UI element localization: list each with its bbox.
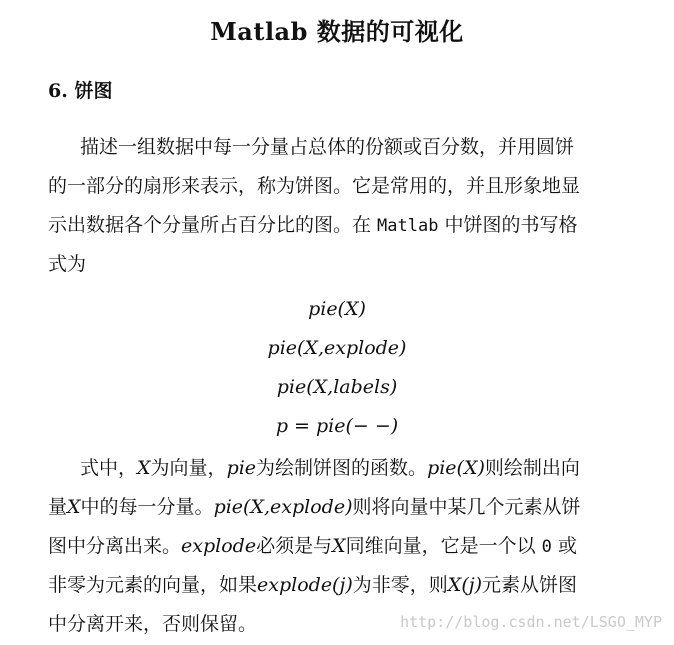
formula-pie-x-labels: pie(X,labels) xyxy=(276,376,398,398)
intro-paragraph xyxy=(48,128,638,284)
explanation-line-1 xyxy=(48,449,638,488)
matlab-code-text: Matlab xyxy=(377,216,439,236)
expl-l2-a: 量 xyxy=(48,496,68,518)
math-x: X xyxy=(137,457,151,479)
section-heading: 6. 饼图 xyxy=(48,80,113,102)
intro-line-3-post: 中饼图的书写格 xyxy=(438,214,578,236)
formula-pie-x: pie(X) xyxy=(308,298,366,320)
intro-line-1: 描述一组数据中每一分量占总体的份额或百分数，并用圆饼 xyxy=(80,136,575,158)
explanation-line-2 xyxy=(48,488,638,527)
explanation-line-5: 中分离开来，否则保留。 xyxy=(48,613,258,635)
watermark: http://blog.csdn.net/LSGO_MYP xyxy=(400,613,662,631)
expl-l1-c: 为绘制饼图的函数。 xyxy=(256,457,428,479)
page-title: Matlab 数据的可视化 xyxy=(210,17,464,46)
expl-l1-a: 式中， xyxy=(80,457,138,479)
expl-l1-d: 则绘制出向 xyxy=(484,457,580,479)
explanation-line-3 xyxy=(48,527,638,566)
math-explode: explode xyxy=(181,535,257,557)
math-x-j: X(j) xyxy=(447,574,483,596)
math-x: X xyxy=(67,496,81,518)
expl-l4-a: 非零为元素的向量，如果 xyxy=(48,574,258,596)
math-x: X xyxy=(332,535,346,557)
formula-pie-x-explode: pie(X,explode) xyxy=(267,337,407,359)
expl-l3-c: 同维向量，它是一个以 xyxy=(345,535,542,557)
formula-p-equals-pie: p = pie(− −) xyxy=(275,415,399,437)
expl-l3-a: 图中分离出来。 xyxy=(48,535,182,557)
expl-l3-b: 必须是与 xyxy=(256,535,333,557)
expl-l3-d: 或 xyxy=(551,535,577,557)
expl-l2-b: 中的每一分量。 xyxy=(80,496,214,518)
zero-code-text: 0 xyxy=(541,537,552,557)
intro-line-2: 的一部分的扇形来表示，称为饼图。它是常用的，并且形象地显 xyxy=(48,175,581,197)
intro-line-4: 式为 xyxy=(48,253,87,275)
formula-block xyxy=(0,290,674,446)
math-explode-j: explode(j) xyxy=(257,574,353,596)
math-pie-x-explode: pie(X,explode) xyxy=(213,496,353,518)
math-pie-x: pie(X) xyxy=(427,457,485,479)
expl-l1-b: 为向量， xyxy=(150,457,227,479)
expl-l2-c: 则将向量中某几个元素从饼 xyxy=(352,496,581,518)
expl-l4-c: 元素从饼图 xyxy=(482,574,578,596)
explanation-line-4 xyxy=(48,566,638,605)
intro-line-3-pre: 示出数据各个分量所占百分比的图。在 xyxy=(48,214,378,236)
expl-l4-b: 为非零，则 xyxy=(352,574,448,596)
intro-line-3 xyxy=(48,206,638,245)
math-pie: pie xyxy=(226,457,257,479)
